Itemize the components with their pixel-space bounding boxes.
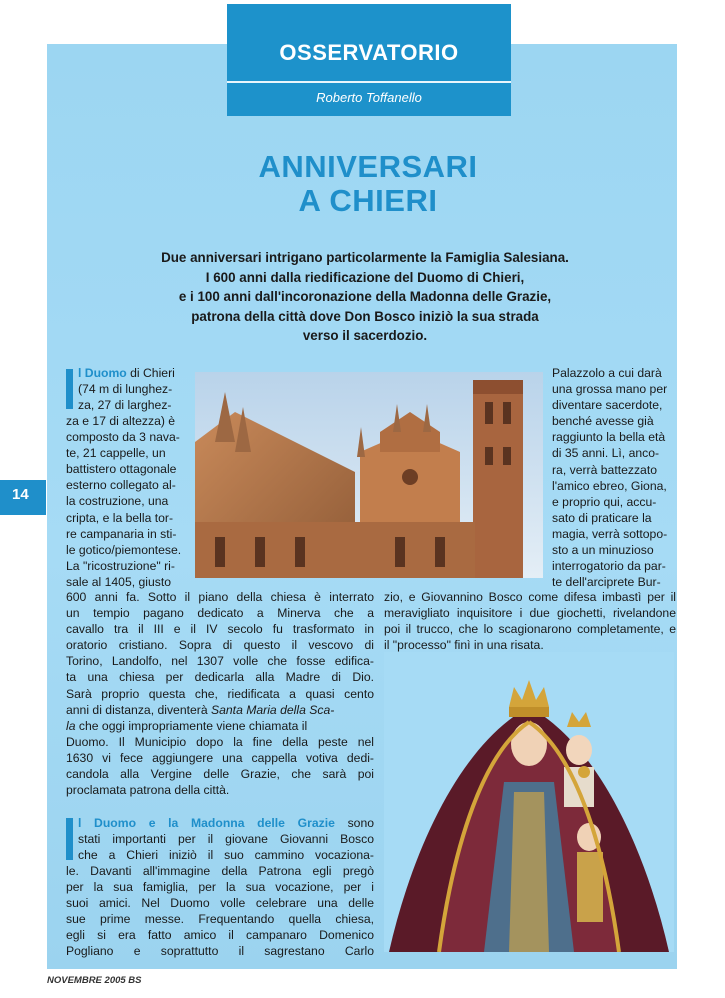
title-line: A CHIERI — [298, 183, 438, 218]
header-divider — [227, 81, 511, 83]
text-line: interrogatorio da par- — [552, 559, 666, 574]
text-line: Sarà proprio questa che, riedificata a quasi cento — [66, 686, 374, 701]
text-line: benché avesse già — [552, 414, 654, 429]
article-right-narrow-column — [552, 365, 668, 590]
text-line: sto a un minuzioso — [552, 543, 654, 558]
title-line: ANNIVERSARI — [258, 149, 478, 184]
text-line: composto da 3 nava- — [66, 430, 180, 445]
text-line: sale al 1405, giusto — [66, 574, 172, 589]
article2-narrow-column — [78, 815, 374, 863]
text-line: Pogliano e soprattutto il sagrestano Carlo — [66, 944, 374, 959]
text-line — [78, 815, 374, 831]
section-title: OSSERVATORIO — [279, 40, 459, 65]
text-line: stati importanti per il giovane Giovanni Bosco — [78, 832, 374, 847]
text-line: te, 21 cappelle, un — [66, 446, 166, 461]
text-line: zio, e Giovannino Bosco come difesa imbastì per il — [384, 590, 676, 604]
text-line: egli si era fatto amico il campanaro Domenico — [66, 928, 374, 943]
article2-wide-column — [66, 863, 374, 960]
text-line: le gotico/piemontese. — [66, 542, 182, 557]
duomo-photo — [195, 372, 543, 578]
article-right-wide-column — [384, 589, 676, 653]
text-line: La "ricostruzione" ri- — [66, 558, 175, 573]
duomo-illustration — [195, 372, 543, 578]
text-line: ra, verrà battezzato — [552, 462, 657, 477]
text-line: sato di praticare la — [552, 510, 652, 525]
text-line: meravigliato inquisitore i due giochetti, rivelandone — [384, 606, 676, 621]
text-line: poi il trucco, che lo scagionarono completamente, e — [384, 622, 676, 637]
lead-in: l Duomo e la Madonna delle Grazie — [78, 816, 335, 830]
text-line: proclamata patrona della città. — [66, 783, 230, 798]
intro-line: verso il sacerdozio. — [302, 328, 428, 343]
text-line: per la sua famiglia, per la sua vocazione, per i — [66, 880, 374, 895]
lead-rest: di Chieri — [126, 366, 175, 380]
text-line: una grossa mano per — [552, 382, 668, 397]
text-line — [78, 365, 190, 381]
text-line: cavallo tra il III e il IV secolo fu trasformato in — [66, 622, 374, 637]
text-line: re campanaria in sti- — [66, 526, 177, 541]
italic-text: la — [66, 718, 76, 733]
text-line: le. Davanti all'immagine della Patrona egli pregò — [66, 864, 374, 878]
text-line: anni di distanza, diventerà Santa Maria della Sca- — [66, 702, 335, 717]
text-line: Torino, Landolfo, nel 1307 volle che fosse edifica- — [66, 654, 374, 669]
dropcap-bar — [66, 818, 73, 860]
intro-line: I 600 anni dalla riedificazione del Duomo di Chieri, — [205, 269, 525, 285]
text-line: sue prime messe. Frequentando quella chiesa, — [66, 912, 374, 927]
text-line: te dell'arciprete Bur- — [552, 575, 661, 590]
page-number: 14 — [12, 486, 29, 503]
text-line: e proprio qui, accu- — [552, 494, 657, 509]
text-line: battistero ottagonale — [66, 462, 177, 477]
article1-narrow-column-b — [66, 413, 190, 590]
footer-issue: NOVEMBRE 2005 BS — [47, 975, 142, 986]
author-name: Roberto Toffanello — [316, 90, 422, 105]
intro-paragraph — [140, 248, 590, 346]
text-line: 1630 vi fece aggiungere una cappella votiva dedi- — [66, 750, 374, 765]
text-line: (74 m di lunghez- — [78, 382, 173, 397]
text-line: l'amico ebreo, Giona, — [552, 478, 667, 493]
text-line: la costruzione, una — [66, 494, 169, 509]
italic-text: Santa Maria della Sca- — [211, 702, 335, 717]
intro-line: patrona della città dove Don Bosco iniziò la sua strada — [191, 308, 539, 324]
text-line: Duomo. Il Municipio dopo la fine della peste nel — [66, 734, 374, 749]
text-line: ta una chiesa per dedicarla alla Madre di Dio. — [66, 670, 374, 685]
text-line: za, 27 di larghez- — [78, 398, 172, 413]
lead-rest: sono — [334, 816, 374, 830]
text-line: 600 anni fa. Sotto il piano della chiesa è interrato — [66, 590, 374, 604]
text-line: candola alla Vergine delle Grazie, che sarà poi — [66, 767, 374, 782]
text-line: oratorio cristiano. Sopra di questo il vescovo di — [66, 638, 374, 653]
text-line: il "processo" finì in una risata. — [384, 638, 544, 653]
text-line: di 35 anni. Lì, anco- — [552, 446, 660, 461]
lead-in: l Duomo — [78, 366, 127, 380]
text-line: za e 17 di altezza) è — [66, 414, 176, 428]
text-line: cripta, e la bella tor- — [66, 510, 174, 525]
text-line: raggiunto la bella età — [552, 430, 666, 445]
text-line: magia, verrà sottopo- — [552, 526, 668, 541]
text-line: Palazzolo a cui darà — [552, 366, 662, 380]
text-line: esterno collegato al- — [66, 478, 176, 493]
dropcap-bar — [66, 369, 73, 409]
article1-narrow-column — [78, 365, 190, 413]
article1-wide-column — [66, 589, 374, 798]
article-title — [180, 150, 556, 218]
text-line: un tempio pagano dedicato a Minerva che a — [66, 606, 374, 621]
text-line: la che oggi impropriamente viene chiamata il — [66, 718, 308, 733]
madonna-illustration — [384, 652, 674, 952]
intro-line: Due anniversari intrigano particolarmente la Famiglia Salesiana. — [161, 250, 569, 265]
text-line: suoi amici. Nel Duomo volle celebrare una delle — [66, 896, 374, 911]
text-line: che a Chieri iniziò il suo cammino vocaziona- — [78, 848, 374, 863]
text-line: diventare sacerdote, — [552, 398, 663, 413]
madonna-photo — [384, 652, 674, 952]
intro-line: e i 100 anni dall'incoronazione della Madonna delle Grazie, — [178, 289, 552, 304]
